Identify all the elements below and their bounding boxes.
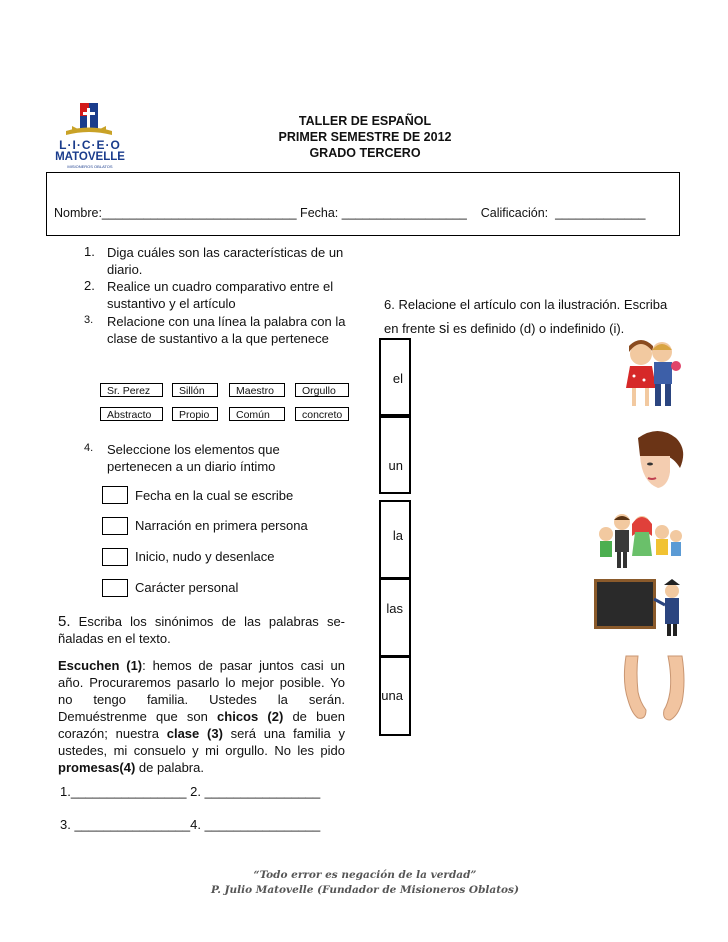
q5-passage <box>58 657 345 776</box>
article-label: una <box>381 688 403 703</box>
checklist-label: Inicio, nudo y desenlace <box>135 549 275 564</box>
student-info-box <box>46 172 680 236</box>
checkbox[interactable] <box>102 486 128 504</box>
article-label: las <box>386 601 403 616</box>
article-box[interactable] <box>379 577 411 657</box>
crest-icon <box>50 100 130 140</box>
highlight-word: Escuchen (1) <box>58 658 143 673</box>
page-title: TALLER DE ESPAÑOL <box>298 114 432 128</box>
passage-text: será una familia y ustedes, mi consuelo y mi orgullo. No les pido <box>58 726 345 758</box>
q3-text: Relacione con una línea la palabra con la clase de sustantivo a la que pertenece <box>107 314 346 346</box>
passage-text: de palabra. <box>135 760 204 775</box>
word-box: Común <box>229 407 285 421</box>
q6-text: si <box>438 321 450 337</box>
highlight-word: chicos (2) <box>217 709 284 724</box>
checklist-label: Narración en primera persona <box>135 518 308 533</box>
checklist-label: Carácter personal <box>135 580 239 595</box>
article-label: el <box>392 371 403 386</box>
q4-text: Seleccione los elementos que pertenecen a un diario íntimo <box>107 442 280 474</box>
word-box: Abstracto <box>100 407 163 421</box>
passage-text: : hemos de pasar juntos casi un año. Procuraremos pasarlo lo mejor posible. Yo no tengo familia. Ustedes la serán. Demuéstrenme que son <box>58 658 345 724</box>
passage-text: de buen corazón; nuestra <box>58 709 345 741</box>
article-box[interactable] <box>379 500 411 580</box>
children-couple-illustration <box>620 336 682 414</box>
children-group-illustration <box>592 508 684 572</box>
word-box: Orgullo <box>295 383 349 397</box>
grade-label: GRADO TERCERO <box>309 146 421 160</box>
logo-line3: MISIONEROS OBLATOS <box>67 164 113 169</box>
q6-instruction <box>384 321 624 337</box>
q4-number: 4. <box>84 442 94 454</box>
word-box: concreto <box>295 407 349 421</box>
q3-number: 3. <box>84 314 94 326</box>
q2-number: 2. <box>84 278 95 293</box>
school-logo <box>50 100 130 170</box>
answer-line[interactable]: 1.________________ 2. ________________ <box>60 784 321 799</box>
q6-instruction: 6. Relacione el artículo con la ilustración. Escriba <box>384 297 668 312</box>
article-box[interactable] <box>379 414 411 494</box>
highlight-word: clase (3) <box>166 726 223 741</box>
footer-author: P. Julio Matovelle (Fundador de Misioneros Oblatos) <box>211 884 519 896</box>
q5-instruction-text: Escriba los sinónimos de las palabras se-ñaladas en el texto. <box>58 614 345 646</box>
logo-line2: MATOVELLE <box>55 151 125 163</box>
q6-text: en frente <box>384 321 439 336</box>
woman-face-illustration <box>618 428 690 492</box>
q2-text: Realice un cuadro comparativo entre el sustantivo y el artículo <box>107 279 334 311</box>
footer-quote: “Todo error es negación de la verdad” <box>253 869 477 881</box>
q1-number: 1. <box>84 244 95 259</box>
q1-text: Diga cuáles son las características de un diario. <box>107 245 344 277</box>
semester-label: PRIMER SEMESTRE DE 2012 <box>278 130 452 144</box>
hands-illustration <box>618 652 690 730</box>
word-box: Sr. Perez <box>100 383 163 397</box>
student-info-fields[interactable]: Nombre:____________________________ Fecha: __________________ Calificación: _____________ <box>54 206 646 220</box>
logo-line1: L·I·C·E·O <box>59 138 121 152</box>
article-label: la <box>392 528 403 543</box>
checklist-label: Fecha en la cual se escribe <box>135 488 294 503</box>
q5-instruction <box>58 613 345 647</box>
highlight-word: promesas(4) <box>58 760 136 775</box>
q6-text: es definido (d) o indefinido (i). <box>449 321 625 336</box>
word-box: Sillón <box>172 383 218 397</box>
word-box: Maestro <box>229 383 285 397</box>
word-box: Propio <box>172 407 218 421</box>
article-label: un <box>388 458 403 473</box>
article-box[interactable] <box>379 338 411 418</box>
teacher-blackboard-illustration <box>592 575 688 637</box>
checkbox[interactable] <box>102 579 128 597</box>
article-box[interactable] <box>379 656 411 736</box>
checkbox[interactable] <box>102 548 128 566</box>
answer-line[interactable]: 3. ________________4. ________________ <box>60 817 321 832</box>
q5-number: 5. <box>58 613 71 630</box>
checkbox[interactable] <box>102 517 128 535</box>
